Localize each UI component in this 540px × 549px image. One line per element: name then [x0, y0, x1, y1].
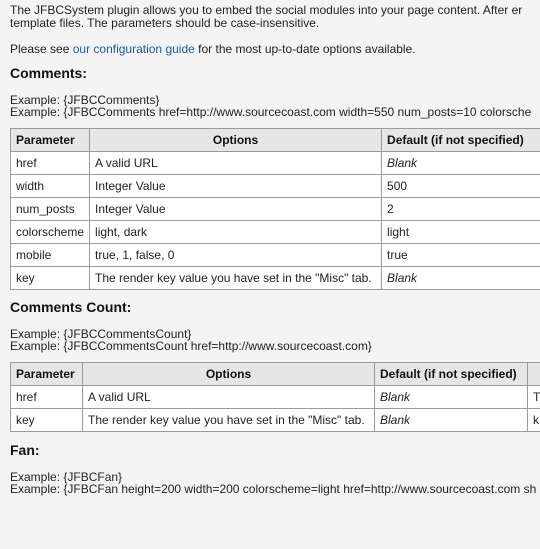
comments-parameter-table [10, 128, 540, 290]
parameter-cell: key [11, 267, 90, 290]
comments-example-1: Example: {JFBCComments} [10, 93, 160, 107]
default-column-header: Default (if not specified) [375, 363, 528, 386]
table-header-row [11, 129, 540, 152]
comments-example-2: Example: {JFBCComments href=http://www.sourcecoast.com width=550 num_posts=10 colorsche [10, 105, 532, 119]
options-cell: true, 1, false, 0 [90, 244, 382, 267]
config-guide-suffix: for the most up-to-date options available. [194, 42, 416, 56]
default-cell: 2 [382, 198, 540, 221]
table-row [11, 221, 540, 244]
fan-examples [10, 471, 540, 495]
options-cell: A valid URL [83, 386, 375, 409]
default-cell: Blank [375, 409, 528, 432]
intro-paragraph [10, 4, 540, 30]
article-content [10, 4, 540, 495]
comments-count-example-1: Example: {JFBCCommentsCount} [10, 327, 192, 341]
fan-example-1: Example: {JFBCFan} [10, 470, 123, 484]
parameter-column-header: Parameter [11, 363, 83, 386]
fan-heading: Fan: [10, 442, 40, 458]
default-cell: Blank [382, 267, 540, 290]
table-row [11, 175, 540, 198]
default-column-header: Default (if not specified) [382, 129, 540, 152]
options-cell: light, dark [90, 221, 382, 244]
config-guide-prefix: Please see [10, 42, 73, 56]
parameter-column-header: Parameter [11, 129, 90, 152]
intro-line-2: template files. The parameters should be case-insensitive. [10, 16, 320, 30]
comments-count-parameter-table [10, 362, 540, 432]
configuration-guide-link[interactable]: our configuration guide [72, 42, 195, 56]
comments-section [10, 65, 540, 290]
fan-section [10, 442, 540, 495]
intro-line-1: The JFBCSystem plugin allows you to embed the social modules into your page content. After er [10, 3, 523, 17]
table-row [11, 409, 540, 432]
parameter-cell: num_posts [11, 198, 90, 221]
table-header-row [11, 363, 540, 386]
options-column-header: Options [90, 129, 382, 152]
parameter-cell: colorscheme [11, 221, 90, 244]
comments-count-heading: Comments Count: [10, 299, 132, 315]
comments-count-example-2: Example: {JFBCCommentsCount href=http://www.sourcecoast.com} [10, 339, 372, 353]
options-cell: Integer Value [90, 198, 382, 221]
parameter-cell: href [11, 152, 90, 175]
table-row [11, 386, 540, 409]
options-cell: A valid URL [90, 152, 382, 175]
options-cell: The render key value you have set in the "Misc" tab. [90, 267, 382, 290]
parameter-cell: mobile [11, 244, 90, 267]
options-column-header: Options [83, 363, 375, 386]
table-row [11, 152, 540, 175]
default-cell: Blank [382, 152, 540, 175]
table-row [11, 244, 540, 267]
default-cell: true [382, 244, 540, 267]
comments-count-section [10, 299, 540, 432]
default-cell: light [382, 221, 540, 244]
default-cell: Blank [375, 386, 528, 409]
parameter-cell: key [11, 409, 83, 432]
comments-heading: Comments: [10, 65, 88, 81]
parameter-cell: href [11, 386, 83, 409]
config-guide-paragraph [10, 42, 540, 56]
parameter-cell: width [11, 175, 90, 198]
table-row [11, 198, 540, 221]
extra-column-header [528, 363, 540, 386]
extra-cell: k [528, 409, 540, 432]
options-cell: The render key value you have set in the "Misc" tab. [83, 409, 375, 432]
extra-cell: T [528, 386, 540, 409]
options-cell: Integer Value [90, 175, 382, 198]
comments-count-examples [10, 328, 540, 352]
fan-example-2: Example: {JFBCFan height=200 width=200 colorscheme=light href=http://www.sourcecoast.com sh [10, 482, 537, 496]
comments-examples [10, 94, 540, 118]
table-row [11, 267, 540, 290]
default-cell: 500 [382, 175, 540, 198]
